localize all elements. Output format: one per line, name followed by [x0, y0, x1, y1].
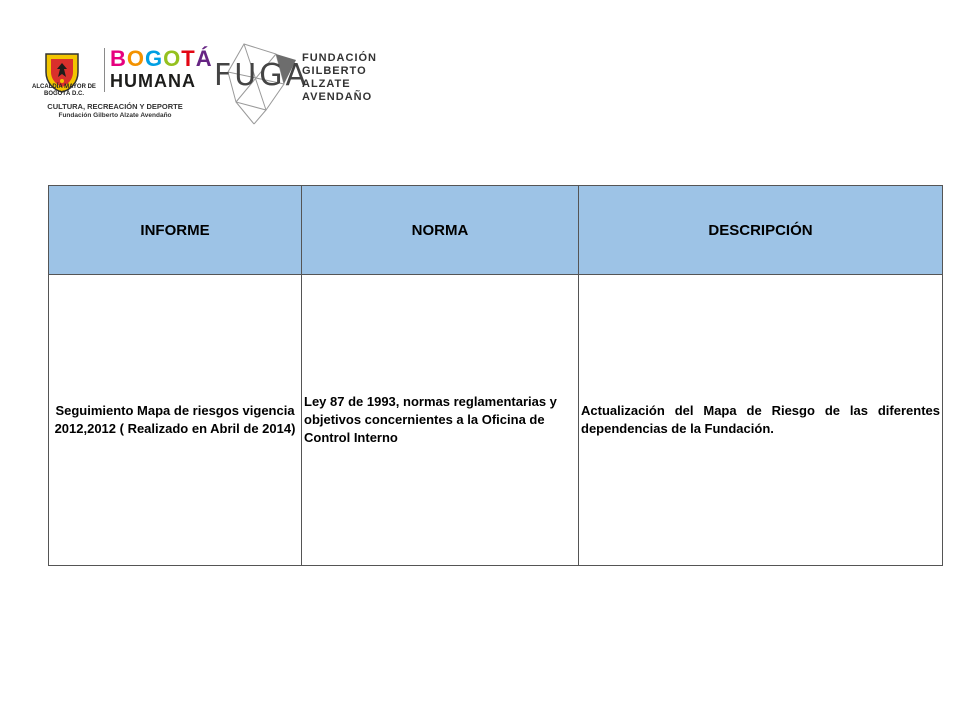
header-descripcion: DESCRIPCIÓN [579, 186, 943, 275]
bogota-letter: O [126, 46, 146, 71]
bogota-letter: G [145, 46, 164, 71]
cultura-text: CULTURA, RECREACIÓN Y DEPORTE [47, 102, 183, 111]
fundacion-small-text: Fundación Gilberto Alzate Avendaño [58, 112, 172, 119]
report-table [48, 185, 943, 566]
cell-descripcion: Actualización del Mapa de Riesgo de las diferentes dependencias de la Fundación. [579, 275, 943, 566]
cell-norma: Ley 87 de 1993, normas reglamentarias y objetivos concernientes a la Oficina de Control Interno [302, 275, 579, 566]
fuga-wordmark: FUGA [214, 58, 309, 93]
table-header-row [49, 186, 943, 275]
header-norma: NORMA [302, 186, 579, 275]
humana-wordmark: HUMANA [110, 71, 196, 91]
bogota-letter: B [110, 46, 127, 71]
alcaldia-text: ALCALDÍA MAYOR DE BOGOTÁ D.C. [32, 84, 96, 97]
bogota-letter: Á [195, 46, 213, 71]
fuga-name-line: ALZATE [302, 78, 351, 90]
page-header [26, 40, 446, 130]
bogota-wordmark [110, 48, 213, 70]
fuga-full-name [302, 52, 377, 104]
fuga-name-line: AVENDAÑO [302, 91, 373, 103]
fuga-name-line: GILBERTO [302, 65, 367, 77]
bogota-letter: O [163, 46, 182, 71]
fuga-name-line: FUNDACIÓN [302, 52, 377, 64]
header-informe: INFORME [49, 186, 302, 275]
cell-informe: Seguimiento Mapa de riesgos vigencia 2012,2012 ( Realizado en Abril de 2014) [49, 275, 302, 566]
fuga-logo [214, 40, 384, 128]
table-row [49, 275, 943, 566]
header-divider [104, 48, 105, 92]
bogota-letter: T [181, 46, 196, 71]
